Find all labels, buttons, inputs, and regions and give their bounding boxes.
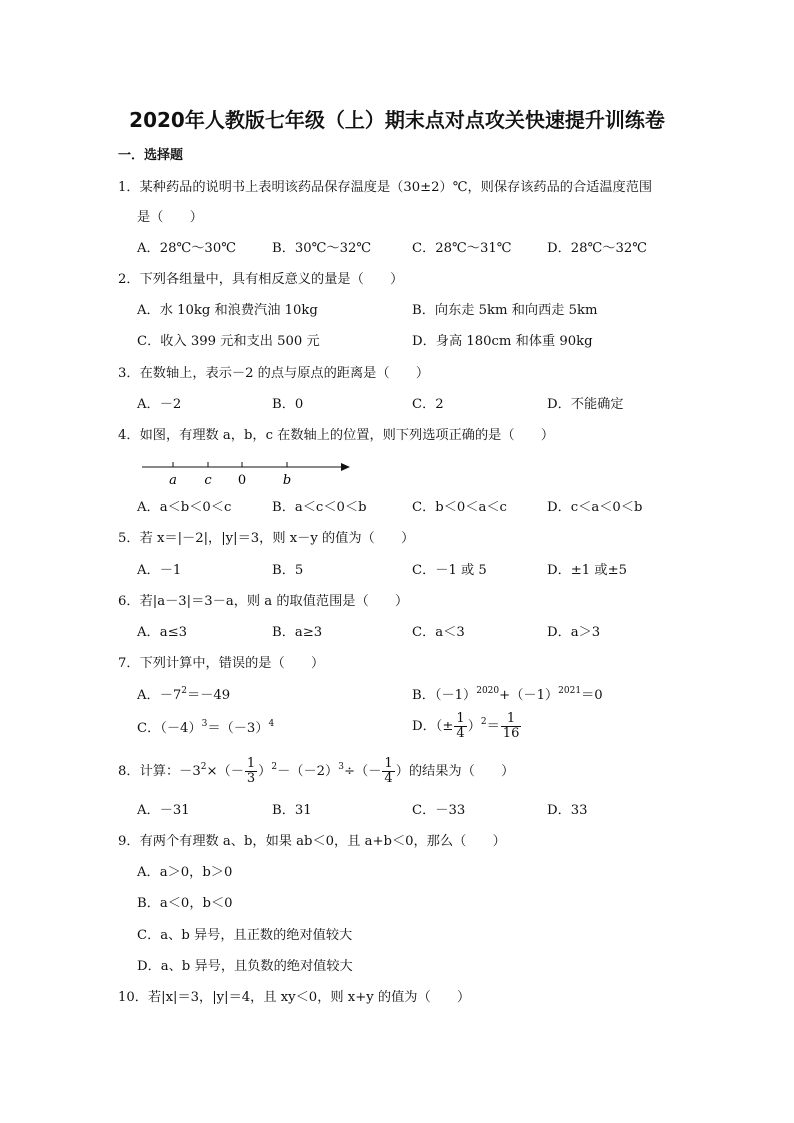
option-a: A．水 10kg 和浪费汽油 10kg — [137, 303, 318, 318]
option-d: D．c＜a＜0＜b — [547, 500, 643, 515]
option-a: A．－31 — [137, 803, 190, 818]
question-stem: 2．下列各组量中，具有相反意义的量是（ ） — [118, 272, 404, 287]
question-stem-cont: 是（ ） — [137, 210, 203, 225]
option-d: D．±1 或±5 — [547, 563, 628, 578]
label-a: a — [169, 473, 177, 488]
option-a: A．a＞0，b＞0 — [137, 865, 233, 880]
label-0: 0 — [237, 473, 247, 488]
option-d: D．28℃～32℃ — [547, 241, 648, 256]
question-stem: 6．若|a－3|＝3－a，则 a 的取值范围是（ ） — [118, 594, 409, 609]
question-stem: 5．若 x＝|－2|，|y|＝3，则 x－y 的值为（ ） — [118, 531, 415, 546]
option-c: C．2 — [412, 397, 444, 412]
question-stem: 9．有两个有理数 a、b，如果 ab＜0，且 a+b＜0，那么（ ） — [118, 834, 506, 849]
option-b: B．31 — [272, 803, 312, 818]
option-b: B．a＜0，b＜0 — [137, 896, 233, 911]
option-c: C．$(-4)^3=(-3)^4$ — [137, 719, 275, 736]
option-c: C．28℃～31℃ — [412, 241, 512, 256]
option-b: B．0 — [272, 397, 304, 412]
option-c: C．－33 — [412, 803, 466, 818]
fraction: $\frac{1}{16}$ — [502, 711, 520, 741]
page-title: 2020年人教版七年级（上）期末点对点攻关快速提升训练卷 — [129, 108, 665, 132]
option-d: D．（± $\frac{1}{4}$ ）$^2$＝ $\frac{1}{16}$ — [412, 711, 520, 741]
option-a: A．－1 — [137, 563, 182, 578]
question-stem: 4．如图，有理数 a，b，c 在数轴上的位置，则下列选项正确的是（ ） — [118, 428, 555, 443]
label-c: c — [204, 473, 212, 488]
option-c: C．－1 或 5 — [412, 563, 487, 578]
option-c: C．a、b 异号，且正数的绝对值较大 — [137, 928, 353, 943]
label-b: b — [282, 473, 292, 488]
option-a: A．28℃～30℃ — [137, 241, 236, 256]
option-a: A．－2 — [137, 397, 182, 412]
fraction: $\frac{1}{4}$ — [456, 711, 465, 741]
question-stem: 1．某种药品的说明书上表明该药品保存温度是（30±2）℃，则保存该药品的合适温度范围 — [118, 180, 653, 195]
option-b: B．向东走 5km 和向西走 5km — [412, 303, 598, 318]
option-d: D．a＞3 — [547, 625, 601, 640]
question-stem: 10．若|x|＝3，|y|＝4，且 xy＜0，则 x+y 的值为（ ） — [118, 990, 471, 1005]
option-c: C．a＜3 — [412, 625, 465, 640]
option-d: D．不能确定 — [547, 397, 624, 412]
section-heading: 一．选择题 — [118, 148, 184, 163]
option-b: B．a≥3 — [272, 625, 323, 640]
option-a: A．$-7^2=-49$ — [137, 686, 231, 703]
number-line-arrow — [341, 463, 350, 471]
option-d: D．33 — [547, 803, 588, 818]
number-line-figure — [140, 455, 355, 489]
option-d: D．a、b 异号，且负数的绝对值较大 — [137, 959, 353, 974]
option-a: A．a＜b＜0＜c — [137, 500, 232, 515]
option-b: B．$(-1)^{2020}+(-1)^{2021}=0$ — [412, 686, 603, 703]
option-a: A．a≤3 — [137, 625, 188, 640]
option-b: B．30℃～32℃ — [272, 241, 372, 256]
question-stem: 7．下列计算中，错误的是（ ） — [118, 656, 325, 671]
option-d: D．身高 180cm 和体重 90kg — [412, 334, 593, 349]
option-b: B．a＜c＜0＜b — [272, 500, 367, 515]
option-c: C．b＜0＜a＜c — [412, 500, 507, 515]
option-b: B．5 — [272, 563, 304, 578]
question-stem: 3．在数轴上，表示－2 的点与原点的距离是（ ） — [118, 366, 430, 381]
option-c: C．收入 399 元和支出 500 元 — [137, 334, 320, 349]
fraction: $\frac{1}{4}$ — [384, 756, 393, 786]
fraction: $\frac{1}{3}$ — [246, 756, 256, 786]
question-stem: 8．计算：$-3^2\times(-$ $\frac{1}{3}$ ）$^2-(-2)^3\div(-$ $\frac{1}{4}$ ）的结果为（ ） — [118, 756, 515, 786]
